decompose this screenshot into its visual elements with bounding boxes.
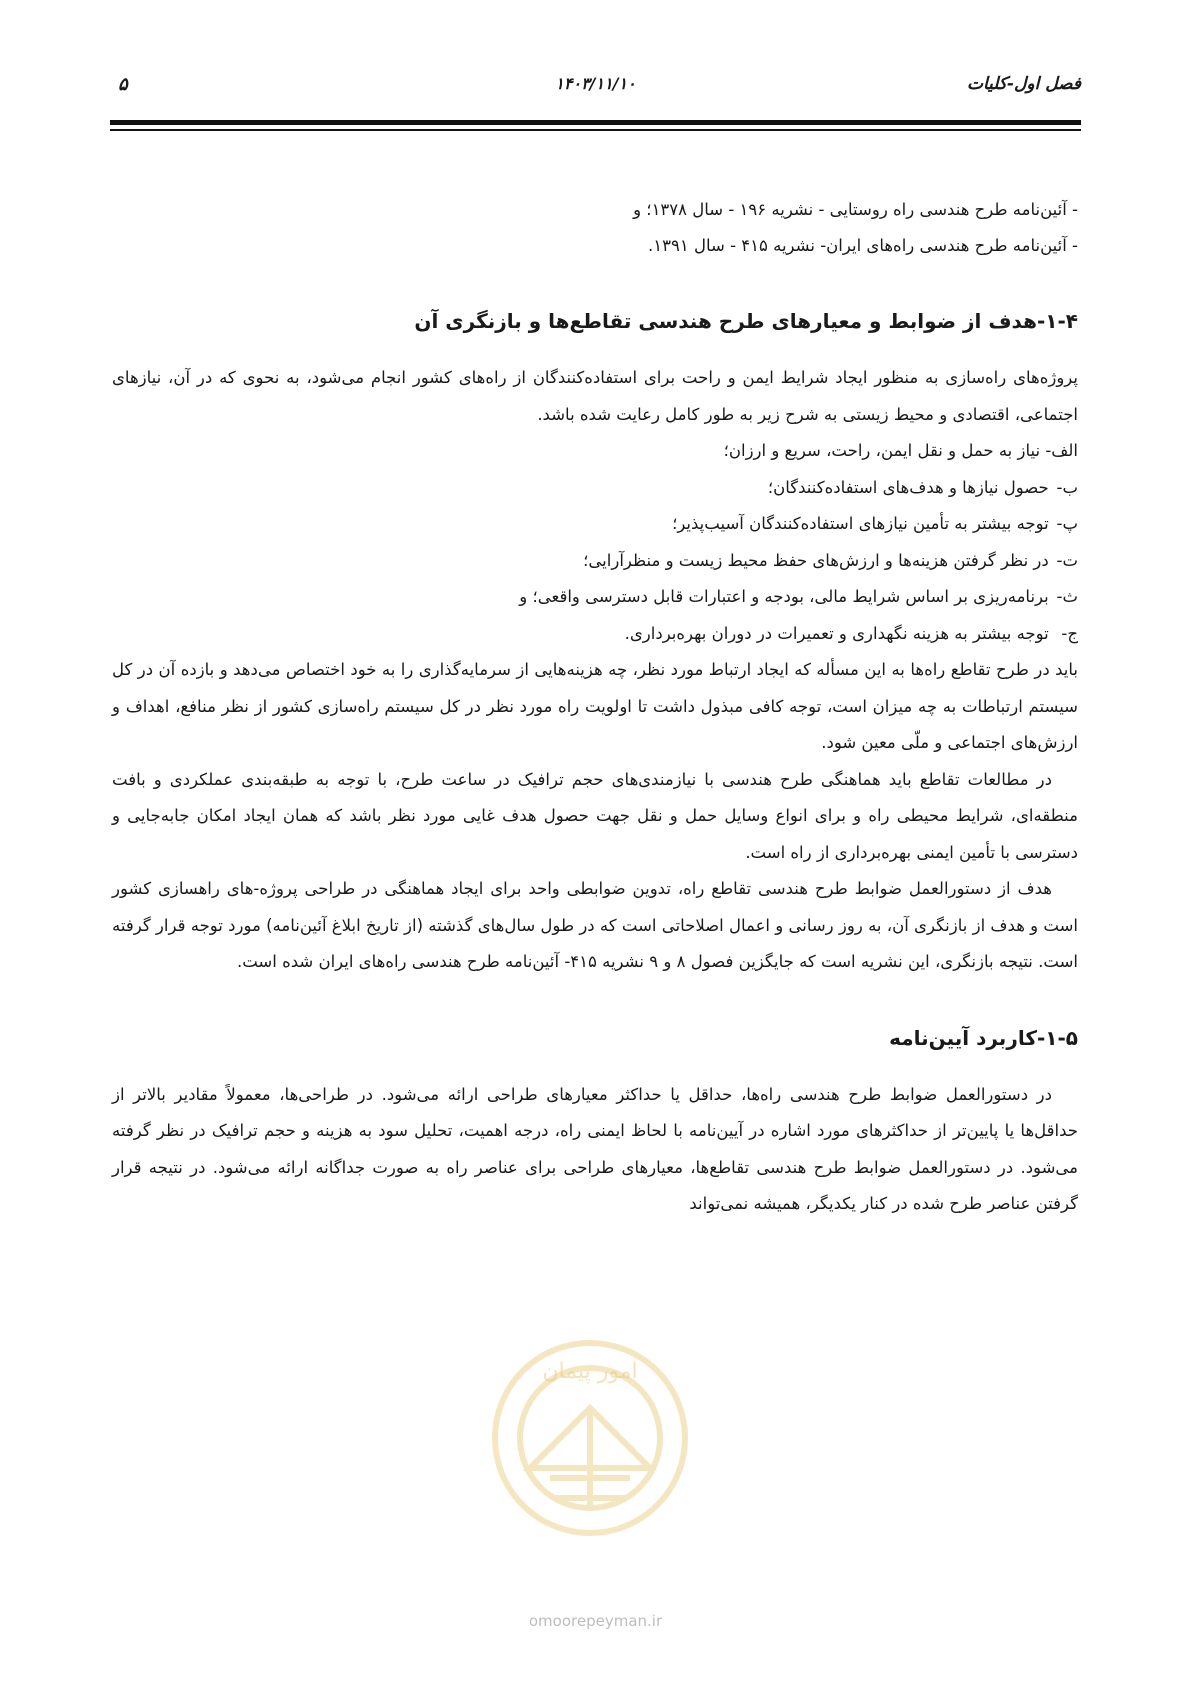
list-item	[112, 433, 1078, 470]
item-text: برنامه‌ریزی بر اساس شرایط مالی، بودجه و اعتبارات قابل دسترسی واقعی؛ و	[519, 587, 1049, 606]
paragraph: در دستورالعمل ضوابط طرح هندسی راه‌ها، حداقل یا حداکثر معیارهای طراحی ارائه می‌شود. در طراحی‌ها، معمولاً مقادیر بالاتر از حداقل‌ها یا پایین‌تر از حداکثرهای مورد اشاره در آیین‌نامه با لحاظ ایمنی راه، درجه اهمیت، تحلیل سود به هزینه و حجم ترافیک در نظر گرفته می‌شود. در دستورالعمل ضوابط طرح هندسی تقاطع‌ها، معیارهای طراحی برای عناصر راه به صورت جداگانه ارائه می‌شود. در نتیجه قرار گرفتن عناصر طرح شده در کنار یکدیگر، همیشه نمی‌تواند	[112, 1084, 1078, 1213]
watermark-url: omoorepeyman.ir	[528, 1612, 663, 1630]
list-item	[112, 616, 1078, 653]
item-label: ث-	[1056, 587, 1078, 606]
page-body	[112, 192, 1078, 1223]
header-date: ۱۴۰۳/۱۱/۱۰	[555, 74, 636, 93]
paragraph: در مطالعات تقاطع باید هماهنگی طرح هندسی با نیازمندی‌های حجم ترافیک در ساعت طرح، با توجه به طبقه‌بندی عملکردی و بافت منطقه‌ای، شرایط محیطی راه و برای انواع وسایل حمل و نقل جهت حصول هدف غایی مورد نظر باشد که همان ایجاد امکان جابه‌جایی و دسترسی با تأمین ایمنی بهره‌برداری از راه است.	[112, 769, 1078, 862]
item-label: پ-	[1056, 514, 1078, 533]
paragraph: هدف از دستورالعمل ضوابط طرح هندسی تقاطع راه، تدوین ضوابطی واحد برای ایجاد هماهنگی در طراحی پروژه-های راهسازی کشور است و هدف از بازنگری آن، به روز رسانی و اعمال اصلاحاتی است که در طول سال‌های گذشته (از تاریخ ابلاغ آئین‌نامه) مورد توجه قرار گرفته است. نتیجه بازنگری، این نشریه است که جایگزین فصول ۸ و ۹ نشریه ۴۱۵- آئین‌نامه طرح هندسی راه‌های ایران شده است.	[112, 879, 1078, 971]
item-label: الف-	[1045, 441, 1078, 460]
header-rule-thick	[110, 120, 1081, 125]
header-rule-thin	[110, 129, 1081, 131]
list-item	[112, 579, 1078, 616]
item-label: ج-	[1061, 623, 1078, 643]
item-text: توجه بیشتر به هزینه نگهداری و تعمیرات در دوران بهره‌برداری.	[624, 623, 1049, 643]
list-item	[112, 506, 1078, 543]
paragraph: پروژه‌های راه‌سازی به منظور ایجاد شرایط ایمن و راحت برای استفاده‌کنندگان از راه‌های کشور انجام می‌شود، به نحوی که در آن، نیازهای اجتماعی، اقتصادی و محیط زیستی به شرح زیر به طور کامل رعایت شده باشد.	[112, 368, 1078, 424]
reference-item: - آئین‌نامه طرح هندسی راه‌های ایران- نشریه ۴۱۵ - سال ۱۳۹۱.	[648, 236, 1078, 255]
paragraph: باید در طرح تقاطع راه‌ها به این مسأله که ایجاد ارتباط مورد نظر، چه هزینه‌هایی از سرمایه‌گذاری را به خود اختصاص می‌دهد و بازده آن در کل سیستم ارتباطات به چه میزان است، توجه کافی مبذول داشت تا اولویت راه مورد نظر در کل سیستم راه‌سازی کشور از نظر منافع، اهداف و ارزش‌های اجتماعی و ملّی معین شود.	[112, 660, 1078, 752]
item-text: در نظر گرفتن هزینه‌ها و ارزش‌های حفظ محیط زیست و منظرآرایی؛	[583, 550, 1049, 570]
reference-list	[112, 192, 1078, 264]
item-label: ب-	[1056, 477, 1078, 497]
requirements-list	[112, 433, 1078, 652]
page-header	[110, 74, 1081, 104]
section-heading-1-4: ۱-۴-هدف از ضوابط و معیارهای طرح هندسی تقاطع‌ها و بازنگری آن	[414, 309, 1078, 333]
watermark-logo	[460, 1318, 720, 1618]
chapter-title: فصل اول-کلیات	[966, 74, 1081, 94]
item-text: توجه بیشتر به تأمین نیازهای استفاده‌کنندگان آسیب‌پذیر؛	[672, 514, 1049, 533]
item-text: حصول نیازها و هدف‌های استفاده‌کنندگان؛	[767, 477, 1049, 497]
list-item	[112, 543, 1078, 580]
page-number: ۵	[118, 74, 128, 95]
item-label: ت-	[1056, 550, 1078, 570]
section-heading-1-5: ۱-۵-کاربرد آیین‌نامه	[889, 1025, 1078, 1050]
list-item	[112, 470, 1078, 507]
item-text: نیاز به حمل و نقل ایمن، راحت، سریع و ارزان؛	[723, 441, 1041, 460]
reference-item: - آئین‌نامه طرح هندسی راه روستایی - نشریه ۱۹۶ - سال ۱۳۷۸؛ و	[633, 200, 1078, 219]
watermark-logo-text: امور پیمان	[542, 1359, 638, 1384]
